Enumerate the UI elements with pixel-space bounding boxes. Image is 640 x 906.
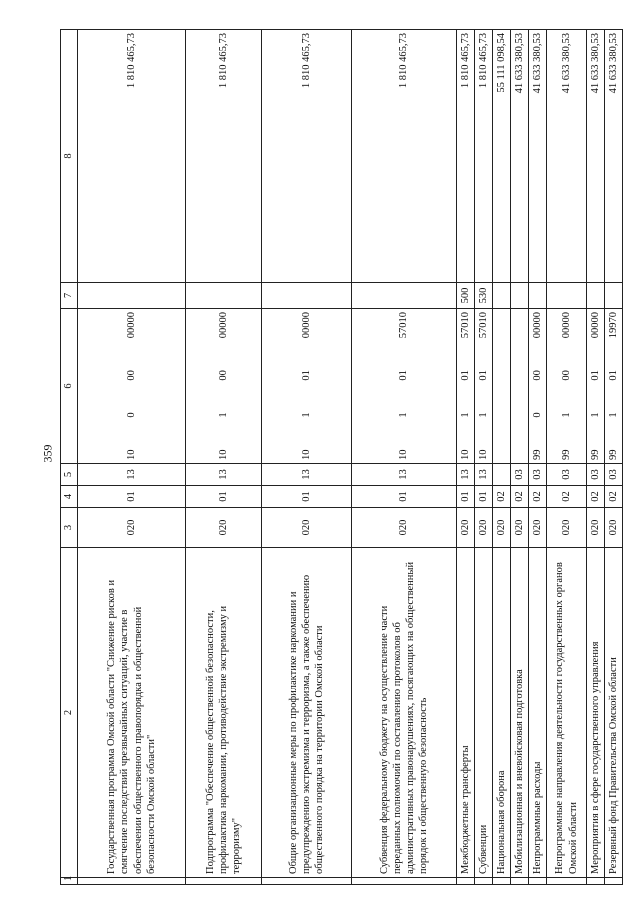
target-article-part: 10 xyxy=(300,449,312,460)
target-article-part: 01 xyxy=(459,370,471,381)
target-article-part: 00000 xyxy=(217,312,229,339)
admin-code-cell: 020 xyxy=(475,508,493,548)
target-article-part: 1 xyxy=(607,412,619,418)
subsection-code-cell: 13 xyxy=(186,464,262,486)
section-code-cell: 02 xyxy=(605,486,623,508)
section-code-cell: 02 xyxy=(547,486,587,508)
table-row xyxy=(475,30,493,885)
table-row xyxy=(78,30,186,885)
row-number-cell xyxy=(457,878,475,885)
target-article-cell xyxy=(352,309,457,464)
item-name-cell: Государственная программа Омской области "Снижение рисков и смягчение последствий чрезвычайных ситуаций, участие в обеспечении общественного правопорядка и общественной безопасности Омской области" xyxy=(78,548,186,878)
target-article-parts xyxy=(459,312,472,460)
subsection-code-cell: 13 xyxy=(262,464,352,486)
table-row xyxy=(352,30,457,885)
page-number: 359 xyxy=(40,444,55,463)
admin-code-cell: 020 xyxy=(352,508,457,548)
amount-cell: 41 633 380,53 xyxy=(511,30,529,283)
target-article-part: 57010 xyxy=(459,312,471,339)
amount-cell: 1 810 465,73 xyxy=(78,30,186,283)
admin-code-cell: 020 xyxy=(78,508,186,548)
target-article-part: 01 xyxy=(477,370,489,381)
subsection-code-cell: 03 xyxy=(605,464,623,486)
row-number-cell xyxy=(493,878,511,885)
target-article-cell xyxy=(186,309,262,464)
target-article-part: 57010 xyxy=(398,312,410,339)
target-article-cell xyxy=(587,309,605,464)
amount-cell: 41 633 380,53 xyxy=(529,30,547,283)
amount-cell: 41 633 380,53 xyxy=(587,30,605,283)
target-article-parts xyxy=(300,312,313,460)
target-article-parts xyxy=(560,312,573,460)
target-article-part: 10 xyxy=(398,449,410,460)
amount-cell: 1 810 465,73 xyxy=(186,30,262,283)
target-article-cell xyxy=(529,309,547,464)
target-article-parts xyxy=(217,312,230,460)
item-name-cell: Мероприятия в сфере государственного управления xyxy=(587,548,605,878)
item-name-cell: Непрограммные направления деятельности государственных органов Омской области xyxy=(547,548,587,878)
section-code-cell: 02 xyxy=(529,486,547,508)
target-article-part: 1 xyxy=(589,412,601,418)
section-code-cell: 01 xyxy=(352,486,457,508)
target-article-part: 10 xyxy=(477,449,489,460)
section-code-cell: 02 xyxy=(511,486,529,508)
admin-code-cell: 020 xyxy=(547,508,587,548)
target-article-part: 00000 xyxy=(560,312,572,339)
row-number-cell xyxy=(605,878,623,885)
target-article-part: 01 xyxy=(300,370,312,381)
row-number-cell xyxy=(78,878,186,885)
col-1-header: 1 xyxy=(61,878,78,885)
target-article-part: 00000 xyxy=(531,312,543,339)
amount-cell: 1 810 465,73 xyxy=(352,30,457,283)
amount-cell: 1 810 465,73 xyxy=(475,30,493,283)
target-article-part: 0 xyxy=(531,412,543,418)
table-row xyxy=(262,30,352,885)
target-article-part: 00000 xyxy=(589,312,601,339)
amount-cell: 55 111 098,54 xyxy=(493,30,511,283)
expense-type-cell xyxy=(78,283,186,309)
section-code-cell: 01 xyxy=(262,486,352,508)
row-number-cell xyxy=(262,878,352,885)
item-name-cell: Субвенция федеральному бюджету на осуществление части переданных полномочий по составлению протоколов об административных правонарушениях, посягающих на общественный порядок и общественную безопасность xyxy=(352,548,457,878)
table-row xyxy=(529,30,547,885)
target-article-part: 99 xyxy=(589,449,601,460)
expense-type-cell xyxy=(352,283,457,309)
target-article-part: 00000 xyxy=(300,312,312,339)
target-article-part: 19970 xyxy=(607,312,619,339)
expense-type-cell xyxy=(493,283,511,309)
row-number-cell xyxy=(186,878,262,885)
target-article-part: 57010 xyxy=(477,312,489,339)
target-article-part: 1 xyxy=(300,412,312,418)
header-row xyxy=(61,30,78,885)
col-7-header: 7 xyxy=(61,283,78,309)
subsection-code-cell: 13 xyxy=(352,464,457,486)
target-article-part: 99 xyxy=(560,449,572,460)
target-article-cell xyxy=(511,309,529,464)
target-article-part: 10 xyxy=(459,449,471,460)
admin-code-cell: 020 xyxy=(511,508,529,548)
target-article-part: 00000 xyxy=(125,312,137,339)
subsection-code-cell: 03 xyxy=(511,464,529,486)
target-article-parts xyxy=(125,312,138,460)
row-number-cell xyxy=(511,878,529,885)
section-code-cell: 01 xyxy=(475,486,493,508)
subsection-code-cell: 13 xyxy=(78,464,186,486)
expense-type-cell: 530 xyxy=(475,283,493,309)
col-6-header: 6 xyxy=(61,309,78,464)
admin-code-cell: 020 xyxy=(587,508,605,548)
item-name-cell: Непрограммные расходы xyxy=(529,548,547,878)
target-article-part: 01 xyxy=(607,370,619,381)
item-name-cell: Подпрограмма "Обеспечение общественной безопасности, профилактика наркомании, противодействие экстремизму и терроризму" xyxy=(186,548,262,878)
target-article-cell xyxy=(605,309,623,464)
col-4-header: 4 xyxy=(61,486,78,508)
target-article-part: 1 xyxy=(459,412,471,418)
expense-type-cell xyxy=(547,283,587,309)
budget-table xyxy=(60,29,623,885)
target-article-part: 10 xyxy=(125,449,137,460)
expense-type-cell: 500 xyxy=(457,283,475,309)
target-article-part: 99 xyxy=(607,449,619,460)
target-article-parts xyxy=(477,312,490,460)
target-article-part: 00 xyxy=(125,370,137,381)
target-article-cell xyxy=(262,309,352,464)
target-article-parts xyxy=(397,312,410,460)
expense-type-cell xyxy=(186,283,262,309)
target-article-parts xyxy=(531,312,544,460)
expense-type-cell xyxy=(529,283,547,309)
section-code-cell: 02 xyxy=(587,486,605,508)
subsection-code-cell: 13 xyxy=(457,464,475,486)
target-article-cell xyxy=(547,309,587,464)
admin-code-cell: 020 xyxy=(262,508,352,548)
target-article-cell xyxy=(475,309,493,464)
row-number-cell xyxy=(475,878,493,885)
target-article-part: 1 xyxy=(477,412,489,418)
table-body xyxy=(61,30,623,885)
target-article-cell xyxy=(457,309,475,464)
subsection-code-cell: 13 xyxy=(475,464,493,486)
section-code-cell: 01 xyxy=(186,486,262,508)
expense-type-cell xyxy=(511,283,529,309)
target-article-part: 0 xyxy=(125,412,137,418)
target-article-part: 1 xyxy=(560,412,572,418)
section-code-cell: 01 xyxy=(457,486,475,508)
admin-code-cell: 020 xyxy=(605,508,623,548)
row-number-cell xyxy=(587,878,605,885)
amount-cell: 41 633 380,53 xyxy=(547,30,587,283)
table-row xyxy=(547,30,587,885)
row-number-cell xyxy=(547,878,587,885)
target-article-part: 1 xyxy=(217,412,229,418)
table-row xyxy=(587,30,605,885)
item-name-cell: Мобилизационная и вневойсковая подготовка xyxy=(511,548,529,878)
target-article-part: 01 xyxy=(398,370,410,381)
row-number-cell xyxy=(529,878,547,885)
target-article-cell xyxy=(493,309,511,464)
col-2-header: 2 xyxy=(61,548,78,878)
row-number-cell xyxy=(352,878,457,885)
expense-type-cell xyxy=(605,283,623,309)
target-article-cell xyxy=(78,309,186,464)
amount-cell: 1 810 465,73 xyxy=(457,30,475,283)
table-row xyxy=(605,30,623,885)
target-article-part: 99 xyxy=(531,449,543,460)
expense-type-cell xyxy=(262,283,352,309)
table-row xyxy=(457,30,475,885)
item-name-cell: Резервный фонд Правительства Омской области xyxy=(605,548,623,878)
target-article-part: 1 xyxy=(398,412,410,418)
amount-cell: 1 810 465,73 xyxy=(262,30,352,283)
subsection-code-cell: 03 xyxy=(529,464,547,486)
item-name-cell: Общие организационные меры по профилактике наркомании и предупреждению экстремизма и терроризма, а также обеспечению общественного порядка на территории Омской области xyxy=(262,548,352,878)
rotated-table-area xyxy=(60,30,619,885)
col-8-header: 8 xyxy=(61,30,78,283)
expense-type-cell xyxy=(587,283,605,309)
target-article-part: 10 xyxy=(217,449,229,460)
target-article-part: 00 xyxy=(531,370,543,381)
admin-code-cell: 020 xyxy=(493,508,511,548)
item-name-cell: Субвенции xyxy=(475,548,493,878)
col-3-header: 3 xyxy=(61,508,78,548)
item-name-cell: Межбюджетные трансферты xyxy=(457,548,475,878)
section-code-cell: 01 xyxy=(78,486,186,508)
table-row xyxy=(493,30,511,885)
subsection-code-cell: 03 xyxy=(587,464,605,486)
item-name-cell: Национальная оборона xyxy=(493,548,511,878)
amount-cell: 41 633 380,53 xyxy=(605,30,623,283)
subsection-code-cell xyxy=(493,464,511,486)
admin-code-cell: 020 xyxy=(529,508,547,548)
target-article-part: 00 xyxy=(560,370,572,381)
target-article-parts xyxy=(589,312,602,460)
subsection-code-cell: 03 xyxy=(547,464,587,486)
target-article-part: 01 xyxy=(589,370,601,381)
admin-code-cell: 020 xyxy=(186,508,262,548)
target-article-part: 00 xyxy=(217,370,229,381)
table-row xyxy=(186,30,262,885)
col-5-header: 5 xyxy=(61,464,78,486)
target-article-parts xyxy=(607,312,620,460)
table-row xyxy=(511,30,529,885)
admin-code-cell: 020 xyxy=(457,508,475,548)
section-code-cell: 02 xyxy=(493,486,511,508)
